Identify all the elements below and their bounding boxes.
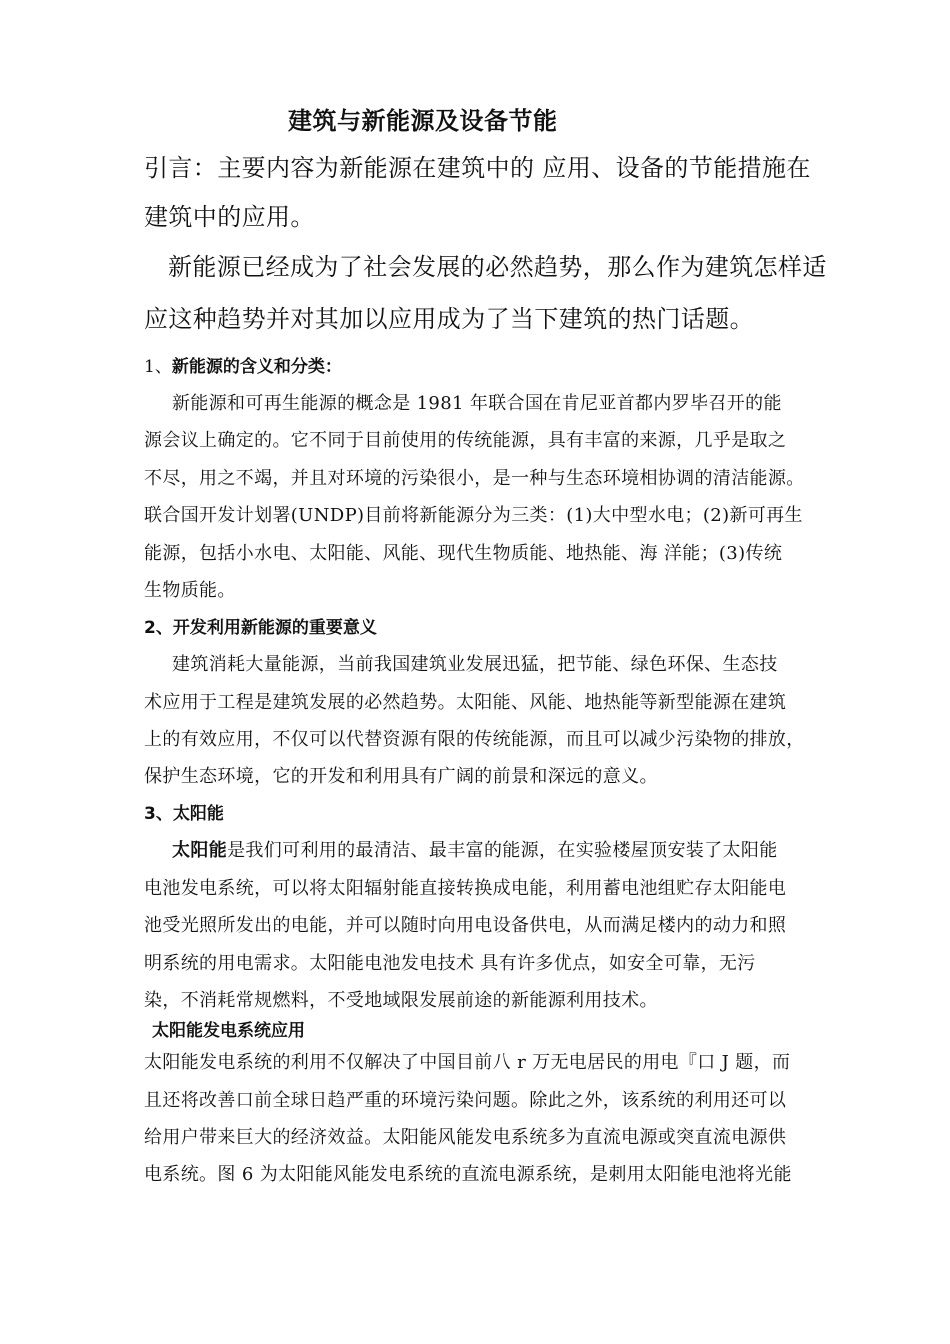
intro-line-4: 应这种趋势并对其加以应用成为了当下建筑的热门话题。 (144, 305, 754, 333)
subsection-line-4: 电系统。图 6 为太阳能风能发电系统的直流电源系统，是刺用太阳能电池将光能 (144, 1164, 792, 1185)
section-1-line-4: 联合国开发计划署(UNDP)目前将新能源分为三类：(1)大中型水电；(2)新可再生 (144, 505, 803, 526)
section-3-heading: 3、太阳能 (144, 804, 224, 824)
section-1-line-1: 新能源和可再生能源的概念是 1981 年联合国在肯尼亚首都内罗毕召开的能 (172, 393, 782, 414)
section-3-line-4: 明系统的用电需求。太阳能电池发电技术 具有许多优点，如安全可靠，无污 (144, 953, 756, 974)
section-1-number: 1、 (144, 357, 172, 377)
intro-line-3: 新能源已经成为了社会发展的必然趋势，那么作为建筑怎样适 (168, 253, 827, 281)
subsection-heading: 太阳能发电系统应用 (152, 1021, 305, 1041)
section-2-line-2: 术应用于工程是建筑发展的必然趋势。太阳能、风能、地热能等新型能源在建筑 (144, 692, 787, 713)
section-2-line-4: 保护生态环境，它的开发和利用具有广阔的前景和深远的意义。 (144, 766, 658, 787)
intro-line-1: 引言：主要内容为新能源在建筑中的 应用、设备的节能措施在 (144, 154, 811, 182)
section-1-line-6: 生物质能。 (144, 580, 236, 601)
section-1-heading (144, 352, 342, 382)
section-3-line-1-rest: 是我们可利用的最清洁、最丰富的能源，在实验楼屋顶安装了太阳能 (227, 840, 778, 861)
section-1-line-3: 不尽，用之不竭，并且对环境的污染很小，是一种与生态环境相协调的清洁能源。 (144, 468, 805, 489)
intro-line-2: 建筑中的应用。 (144, 203, 315, 231)
section-1-line-2: 源会议上确定的。它不同于目前使用的传统能源，具有丰富的来源，几乎是取之 (144, 430, 787, 451)
section-1-line-5: 能源，包括小水电、太阳能、风能、现代生物质能、地热能、海 洋能；(3)传统 (144, 543, 783, 564)
subsection-line-2: 且还将改善口前全球日趋严重的环境污染问题。除此之外，该系统的利用还可以 (144, 1090, 787, 1111)
section-2-heading: 2、开发利用新能源的重要意义 (144, 618, 377, 638)
section-3-line-5: 染，不消耗常规燃料，不受地域限发展前途的新能源利用技术。 (144, 990, 658, 1011)
section-3-line-2: 电池发电系统，可以将太阳辐射能直接转换成电能，利用蓄电池组贮存太阳能电 (144, 878, 787, 899)
subsection-line-3: 给用户带来巨大的经济效益。太阳能风能发电系统多为直流电源或突直流电源供 (144, 1127, 787, 1148)
section-3-line-1 (172, 836, 778, 866)
document-title: 建筑与新能源及设备节能 (288, 107, 558, 135)
subsection-line-1: 太阳能发电系统的利用不仅解决了中国目前八 r 万无电居民的用电『口 J 题，而 (144, 1052, 791, 1073)
solar-energy-emphasis: 太阳能 (172, 840, 228, 861)
section-2-line-3: 上的有效应用，不仅可以代替资源有限的传统能源，而且可以减少污染物的排放， (144, 729, 805, 750)
section-3-line-3: 池受光照所发出的电能，并可以随时向用电设备供电，从而满足楼内的动力和照 (144, 915, 787, 936)
section-1-title: 新能源的含义和分类： (171, 357, 342, 377)
section-2-line-1: 建筑消耗大量能源，当前我国建筑业发展迅猛，把节能、绿色环保、生态技 (172, 654, 778, 675)
